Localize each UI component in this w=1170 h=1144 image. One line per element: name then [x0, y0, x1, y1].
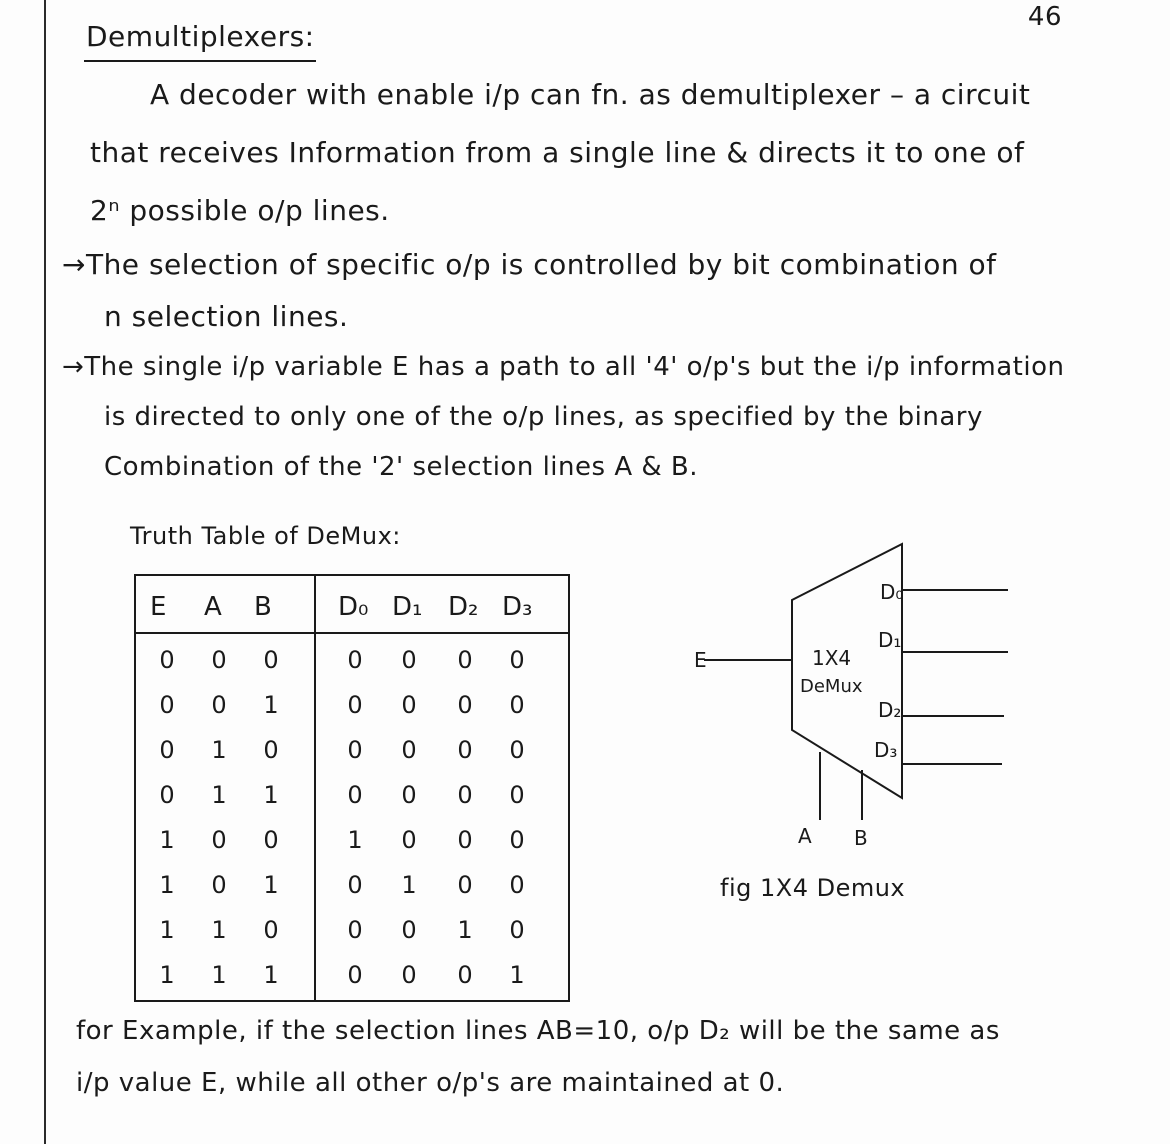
bullet-line: n selection lines.: [104, 300, 349, 333]
cell-d3: 0: [509, 646, 525, 674]
cell-d1: 0: [401, 691, 417, 719]
cell-d0: 0: [347, 691, 363, 719]
demux-diagram: [680, 530, 1020, 860]
cell-d0: 0: [347, 646, 363, 674]
cell-b: 0: [263, 646, 279, 674]
cell-d3: 0: [509, 691, 525, 719]
cell-d3: 0: [509, 781, 525, 809]
cell-e: 0: [159, 781, 175, 809]
cell-d2: 0: [457, 826, 473, 854]
cell-e: 0: [159, 646, 175, 674]
cell-d1: 0: [401, 916, 417, 944]
cell-b: 1: [263, 691, 279, 719]
header-d3: D₃: [502, 592, 533, 622]
cell-e: 0: [159, 691, 175, 719]
cell-d2: 0: [457, 646, 473, 674]
block-label-demux: DeMux: [800, 676, 863, 697]
cell-e: 1: [159, 826, 175, 854]
cell-a: 1: [211, 961, 227, 989]
cell-e: 1: [159, 871, 175, 899]
truth-table-header-divider: [134, 632, 568, 634]
cell-a: 0: [211, 826, 227, 854]
cell-a: 0: [211, 871, 227, 899]
block-label-1x4: 1X4: [812, 646, 852, 670]
cell-d2: 1: [457, 916, 473, 944]
page-heading: Demultiplexers:: [86, 20, 315, 53]
output-label-d3: D₃: [874, 738, 898, 762]
select-label-b: B: [854, 826, 868, 850]
cell-d2: 0: [457, 781, 473, 809]
header-d0: D₀: [338, 592, 369, 622]
cell-d3: 0: [509, 916, 525, 944]
header-d1: D₁: [392, 592, 423, 622]
truth-table: [134, 574, 568, 1000]
cell-d1: 0: [401, 646, 417, 674]
cell-d1: 0: [401, 961, 417, 989]
cell-d1: 0: [401, 736, 417, 764]
header-a: A: [204, 592, 222, 622]
cell-d2: 0: [457, 871, 473, 899]
output-label-d1: D₁: [878, 628, 902, 652]
bullet-line: →The single i/p variable E has a path to all '4' o/p's but the i/p information: [62, 352, 1065, 382]
cell-d2: 0: [457, 736, 473, 764]
cell-d1: 0: [401, 781, 417, 809]
cell-d0: 0: [347, 781, 363, 809]
cell-d3: 0: [509, 736, 525, 764]
cell-a: 0: [211, 691, 227, 719]
cell-e: 0: [159, 736, 175, 764]
cell-d0: 0: [347, 736, 363, 764]
cell-b: 0: [263, 826, 279, 854]
cell-d0: 0: [347, 871, 363, 899]
page-number: 46: [1027, 2, 1062, 32]
cell-d0: 0: [347, 916, 363, 944]
cell-b: 0: [263, 916, 279, 944]
figure-caption: fig 1X4 Demux: [720, 874, 906, 902]
cell-a: 1: [211, 781, 227, 809]
cell-d0: 1: [347, 826, 363, 854]
input-label-e: E: [694, 648, 707, 672]
cell-d2: 0: [457, 691, 473, 719]
cell-a: 1: [211, 916, 227, 944]
header-b: B: [254, 592, 272, 622]
cell-d0: 0: [347, 961, 363, 989]
cell-e: 1: [159, 961, 175, 989]
cell-b: 0: [263, 736, 279, 764]
cell-e: 1: [159, 916, 175, 944]
cell-d3: 0: [509, 871, 525, 899]
cell-d3: 1: [509, 961, 525, 989]
paragraph-line: that receives Information from a single line & directs it to one of: [90, 136, 1025, 169]
output-label-d2: D₂: [878, 698, 902, 722]
header-d2: D₂: [448, 592, 479, 622]
cell-d2: 0: [457, 961, 473, 989]
paragraph-line: 2ⁿ possible o/p lines.: [90, 194, 390, 227]
cell-a: 1: [211, 736, 227, 764]
bullet-line: Combination of the '2' selection lines A & B.: [104, 452, 699, 482]
truth-table-column-divider: [314, 574, 316, 1000]
cell-b: 1: [263, 961, 279, 989]
select-label-a: A: [798, 824, 812, 848]
cell-b: 1: [263, 781, 279, 809]
margin-line: [44, 0, 46, 1144]
bullet-line: is directed to only one of the o/p lines, as specified by the binary: [104, 402, 983, 432]
footer-line: for Example, if the selection lines AB=10, o/p D₂ will be the same as: [76, 1016, 1000, 1046]
output-label-d0: D₀: [880, 580, 904, 604]
paragraph-line: A decoder with enable i/p can fn. as demultiplexer – a circuit: [150, 78, 1031, 111]
heading-underline: [84, 60, 316, 62]
bullet-line: →The selection of specific o/p is controlled by bit combination of: [62, 248, 997, 281]
cell-a: 0: [211, 646, 227, 674]
cell-d3: 0: [509, 826, 525, 854]
cell-d1: 0: [401, 826, 417, 854]
cell-d1: 1: [401, 871, 417, 899]
header-e: E: [150, 592, 167, 622]
truth-table-title: Truth Table of DeMux:: [130, 522, 401, 550]
footer-line: i/p value E, while all other o/p's are maintained at 0.: [76, 1068, 785, 1098]
cell-b: 1: [263, 871, 279, 899]
